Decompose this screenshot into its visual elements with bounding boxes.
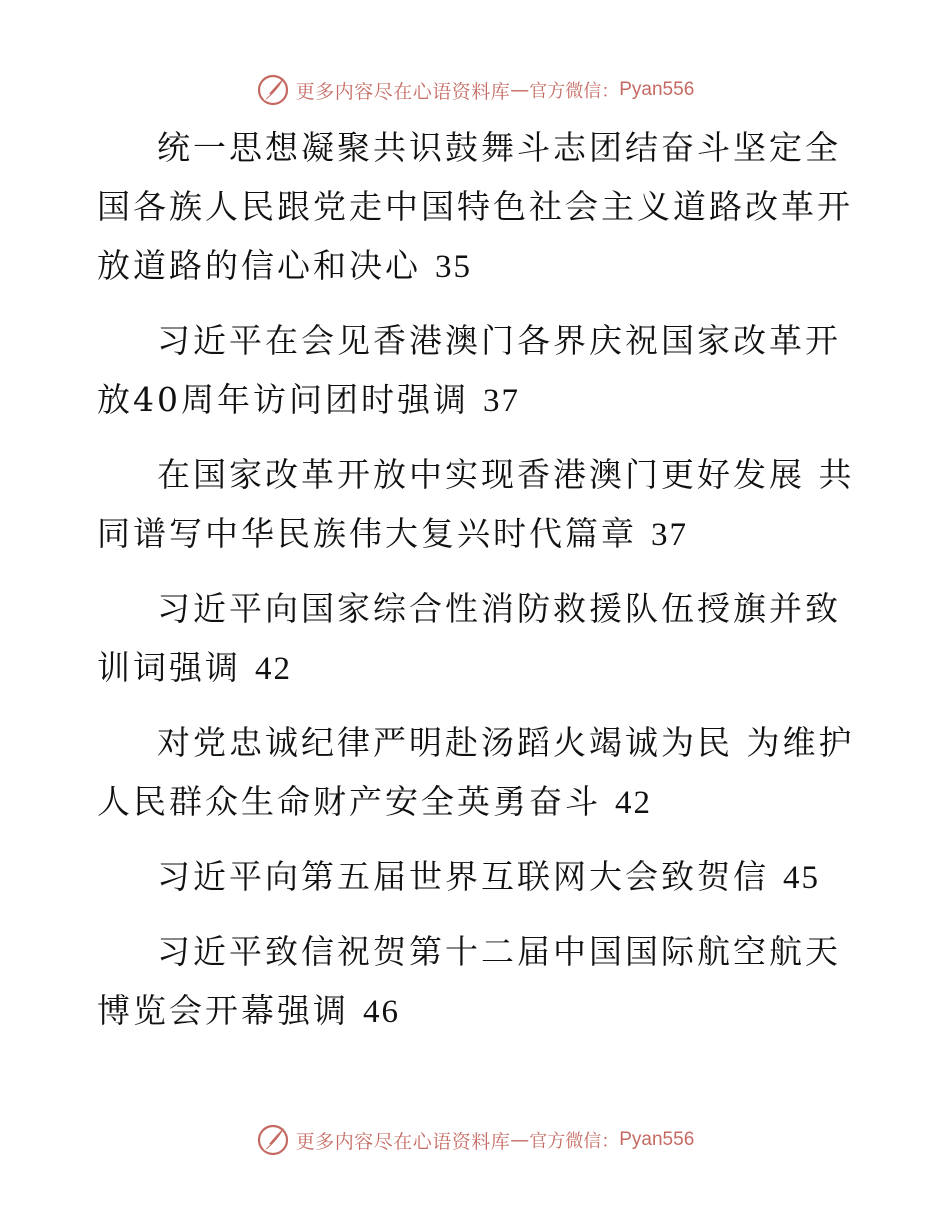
toc-entry[interactable] [97, 713, 857, 833]
footer-banner-dash: — [510, 1129, 530, 1151]
header-banner-text: 更多内容尽在心语资料库 [295, 80, 511, 103]
toc-entry-title: 在国家改革开放中实现香港澳门更好发展 共同谱写中华民族伟大复兴时代篇章 [97, 455, 855, 553]
toc-entry-title: 统一思想凝聚共识鼓舞斗志团结奋斗坚定全国各族人民跟党走中国特色社会主义道路改革开放道路的信心和决心 [97, 128, 853, 285]
toc-entry[interactable] [97, 311, 857, 431]
quill-logo-icon [256, 73, 290, 107]
toc-entry[interactable] [97, 847, 857, 908]
toc-entry-title: 习近平向国家综合性消防救援队伍授旗并致训词强调 [97, 589, 841, 687]
quill-logo-icon [256, 1123, 290, 1157]
toc-entry-title: 对党忠诚纪律严明赴汤蹈火竭诚为民 为维护人民群众生命财产安全英勇奋斗 [97, 723, 855, 821]
toc-entry-page: 35 [435, 249, 472, 285]
toc-list [97, 118, 857, 1056]
toc-entry-title: 习近平向第五届世界互联网大会致贺信 [157, 857, 769, 896]
toc-entry-title: 习近平在会见香港澳门各界庆祝国家改革开放40周年访问团时强调 [97, 321, 841, 419]
footer-banner-text: 更多内容尽在心语资料库 [295, 1130, 511, 1153]
toc-entry-title: 习近平致信祝贺第十二届中国国际航空航天博览会开幕强调 [97, 932, 841, 1030]
toc-entry[interactable] [97, 445, 857, 565]
header-banner-dash: — [510, 79, 530, 101]
toc-entry[interactable] [97, 922, 857, 1042]
toc-entry[interactable] [97, 579, 857, 699]
header-wechat-id: Pyan556 [619, 79, 695, 100]
toc-entry-page: 37 [483, 383, 520, 419]
header-banner [0, 70, 950, 110]
toc-entry-page: 42 [255, 651, 292, 687]
toc-entry-page: 37 [651, 517, 688, 553]
footer-wechat-id: Pyan556 [619, 1129, 695, 1150]
toc-entry[interactable] [97, 118, 857, 297]
toc-entry-page: 42 [615, 785, 652, 821]
toc-entry-page: 45 [783, 860, 820, 896]
footer-banner [0, 1120, 950, 1160]
footer-wechat-label: 官方微信： [529, 1131, 620, 1152]
toc-entry-page: 46 [363, 994, 400, 1030]
header-wechat-label: 官方微信： [529, 81, 620, 102]
